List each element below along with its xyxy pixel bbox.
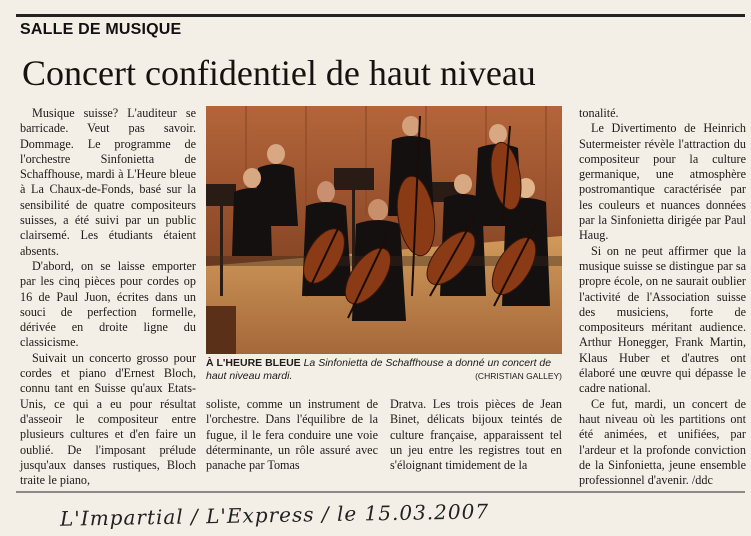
paragraph: Le Divertimento de Heinrich Sutermeister révèle l'attraction du compositeur pour la culture germanique, une atmosphère postromantique caractérisée par les couleurs et nuances données par la Sinfonietta dirigée par Paul Haug. (579, 121, 746, 243)
article-column-2: soliste, comme un instrument de l'orchestre. Dans l'équilibre de la fugue, il le fera conduire une voie déterminante, un rôle assuré avec panache par Tomas (206, 397, 378, 473)
top-rule (16, 14, 745, 17)
section-label: SALLE DE MUSIQUE (20, 21, 182, 38)
article-column-4 (579, 106, 746, 488)
article-column-3: Dratva. Les trois pièces de Jean Binet, délicats bijoux teintés de culture française, apparaissent tel un jeu entre les registres tout en s'éloignant timidement de la (390, 397, 562, 473)
bottom-rule (16, 491, 745, 493)
paragraph: D'abord, on se laisse emporter par les cinq pièces pour cordes op 16 de Paul Juon, écrites dans un souci de perfection formelle, dérivée en droite ligne du classicisme. (20, 258, 196, 350)
caption-lead: À L'HEURE BLEUE (206, 357, 301, 369)
photo-caption (206, 357, 562, 383)
paragraph: tonalité. (579, 106, 619, 120)
paragraph: Suivait un concerto grosso pour cordes et piano d'Ernest Bloch, connu tant en Suisse qu'aux Etats-Unis, ce qui a eu pour résultat d'asseoir le compositeur entre plusieurs cultures et d'en faire un oublié. De l'imposant prélude jusqu'aux danses rustiques, Bloch traite le piano, (20, 350, 196, 488)
handwritten-source-note: L'Impartial / L'Express / le 15.03.2007 (59, 499, 490, 531)
orchestra-photo (206, 106, 562, 354)
orchestra-illustration (206, 106, 562, 354)
paragraph: Ce fut, mardi, un concert de haut niveau où les partitions ont été animées, et unifiées, par l'ardeur et la profonde conviction de la Sinfonietta, jeune ensemble professionnel d'avenir. /ddc (579, 396, 746, 488)
paragraph: Musique suisse? L'auditeur se barricade. Veut pas savoir. Dommage. Le programme de l'orchestre Sinfonietta de Schaffhouse, mardi à L'Heure bleue à La Chaux-de-Fonds, basé sur la sensibilité de quatre compositeurs suisses, a été suivi par un public clairsemé. Les étudiants étaient absents. (20, 106, 196, 258)
photo-credit: (CHRISTIAN GALLEY) (475, 371, 562, 381)
article-column-1 (20, 106, 196, 488)
paragraph: Si on ne peut affirmer que la musique suisse se distingue par sa propre école, on ne saurait oublier l'activité de l'Association suisse des musiciens, forte de compositeurs méritant audience. Arthur Honegger, Frank Martin, Klaus Huber et d'autres ont élaboré une œuvre qui dépasse le cadre national. (579, 243, 746, 396)
article-headline: Concert confidentiel de haut niveau (22, 53, 536, 93)
caption-text: La Sinfonietta de Schaffhouse a donné un concert de haut niveau mardi. (206, 357, 552, 382)
